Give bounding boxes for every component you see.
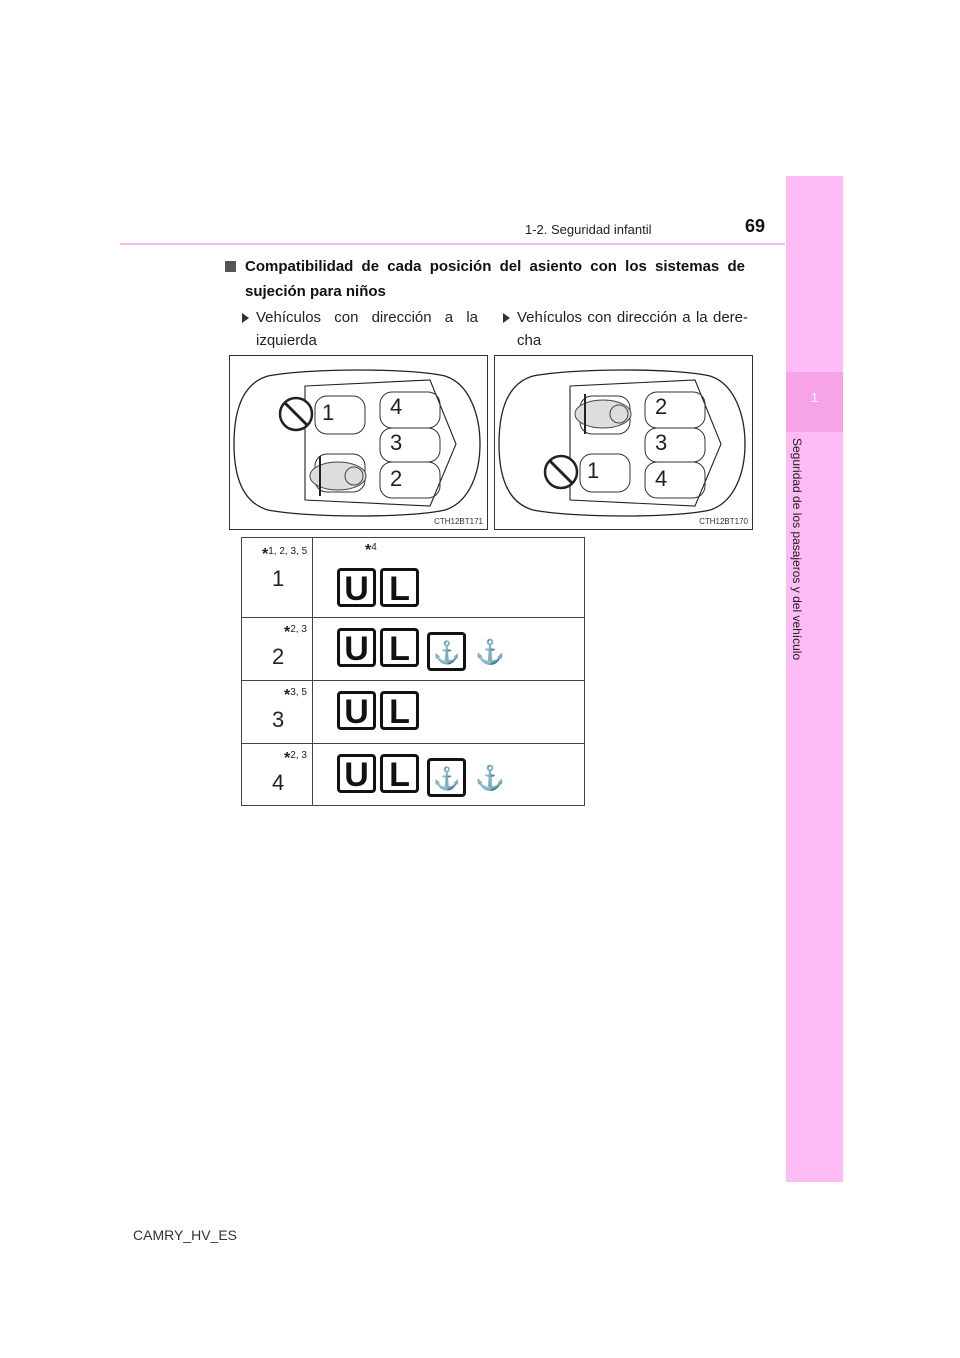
top-tether-icon: ⚓ [475, 765, 505, 792]
seat-number: 2 [390, 466, 403, 491]
seat-cell [242, 538, 313, 618]
bullet-lhd [242, 306, 478, 352]
bullet-text: Vehículos con dirección a la izquierda [256, 309, 478, 349]
table-row [242, 538, 585, 618]
seat-number: 1 [272, 566, 285, 591]
lap-belt-icon: L [380, 568, 419, 607]
figure-rhd [494, 355, 753, 530]
compatibility-table [241, 537, 585, 806]
figure-code: CTH12BT171 [434, 517, 483, 526]
top-tether-icon: ⚓ [475, 639, 505, 666]
chapter-title: Seguridad de los pasajeros y del vehículo [790, 438, 804, 661]
arrow-bullet-icon [503, 313, 510, 323]
bullet-rhd [503, 306, 748, 352]
note-ref: *2, 3 [284, 750, 307, 767]
seat-number: 4 [390, 394, 403, 419]
lap-belt-icon: L [380, 628, 419, 667]
seat-cell [242, 681, 313, 744]
car-top-view-rhd [495, 356, 752, 529]
icons-cell [313, 681, 585, 744]
page-number: 69 [745, 216, 766, 236]
figure-lhd [229, 355, 488, 530]
section-title-text: Compatibilidad de cada posición del asiento con los sistemas de sujeción para niños [245, 258, 745, 300]
icons-cell [313, 618, 585, 681]
note-ref: *3, 5 [284, 687, 307, 704]
seat-number: 3 [390, 430, 403, 455]
seat-number: 2 [655, 394, 668, 419]
lap-belt-icon: L [380, 754, 419, 793]
bullet-text: Vehículos con dirección a la dere-cha [517, 309, 748, 349]
universal-icon: U [337, 568, 376, 607]
icons-cell [313, 744, 585, 806]
seat-number: 4 [655, 466, 668, 491]
seat-number: 3 [655, 430, 668, 455]
seat-cell [242, 618, 313, 681]
note-ref: *2, 3 [284, 624, 307, 641]
table-row [242, 618, 585, 681]
seat-number: 4 [272, 770, 285, 795]
isofix-icon: ⚓ [427, 758, 466, 797]
section-title [225, 254, 745, 304]
seat-number: 3 [272, 707, 285, 732]
isofix-icon: ⚓ [427, 632, 466, 671]
car-top-view-lhd [230, 356, 487, 529]
universal-icon: U [337, 691, 376, 730]
subsection-title: 1-2. Seguridad infantil [525, 222, 652, 237]
figure-code: CTH12BT170 [699, 517, 748, 526]
square-bullet-icon [225, 261, 236, 272]
chapter-title-vertical [780, 438, 810, 698]
footer-model: CAMRY_HV_ES [133, 1227, 238, 1243]
universal-icon: U [337, 754, 376, 793]
seat-cell [242, 744, 313, 806]
table-row [242, 681, 585, 744]
note-ref: *4 [365, 542, 377, 559]
seat-number: 1 [322, 400, 335, 425]
chapter-number: 1 [810, 390, 819, 405]
icons-cell [313, 538, 585, 618]
seat-number: 1 [587, 458, 600, 483]
lap-belt-icon: L [380, 691, 419, 730]
arrow-bullet-icon [242, 313, 249, 323]
header-rule [120, 243, 785, 245]
universal-icon: U [337, 628, 376, 667]
seat-number: 2 [272, 644, 285, 669]
table-row [242, 744, 585, 806]
note-ref: *1, 2, 3, 5 [262, 546, 308, 563]
